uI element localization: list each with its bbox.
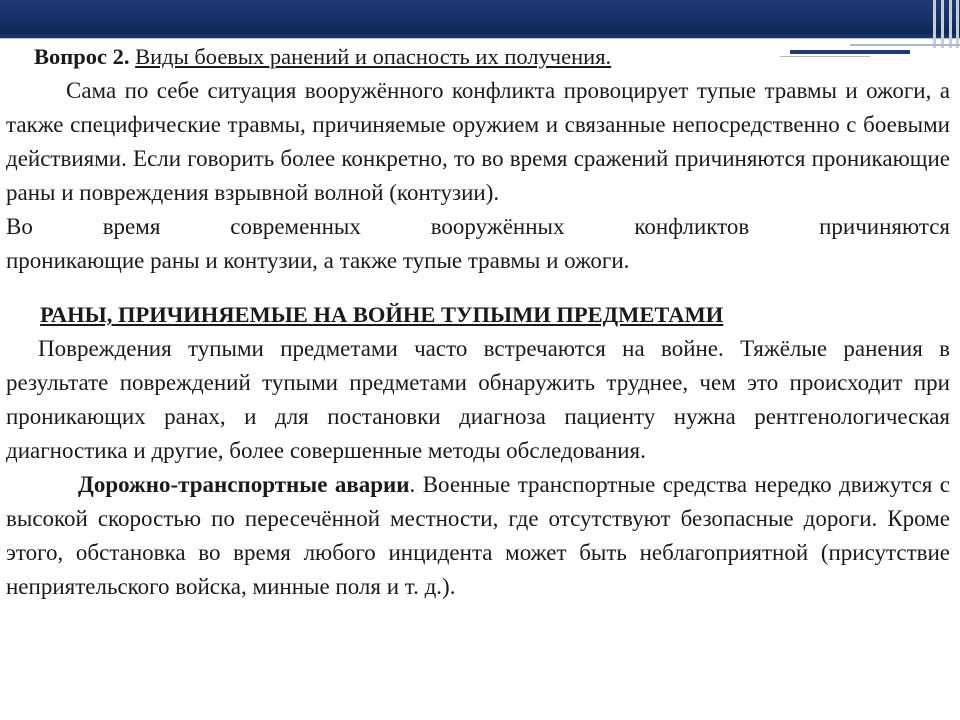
question-number: Вопрос 2. [34,44,130,69]
question-topic: Виды боевых ранений и опасность их получения. [135,44,612,69]
section-heading-blunt-wounds: РАНЫ, ПРИЧИНЯЕМЫЕ НА ВОЙНЕ ТУПЫМИ ПРЕДМЕТАМИ [40,302,724,327]
paragraph-intro: Сама по себе ситуация вооружённого конфликта провоцирует тупые травмы и ожоги, а также специфические травмы, причиняемые оружием и связанные непосредственно с боевыми действиями. Если говорить более конкретно, то во время сражений причиняются проникающие раны и повреждения взрывной волной (контузии). [6,78,950,205]
paragraph-modern-conflicts-line2: проникающие раны и контузии, а также тупые травмы и ожоги. [6,248,630,273]
road-accidents-text: . Военные транспортные средства нередко движутся с высокой скоростью по пересечённой местности, где отсутствуют безопасные дороги. Кроме этого, обстановка во время любого инцидента может быть неблагоприятной (присутствие неприятельского войска, минные поля и т. д.). [6,472,950,599]
road-accidents-term: Дорожно-транспортные аварии [78,472,410,497]
paragraph-road-accidents [6,468,950,604]
slide-title [34,40,950,74]
slide-content [6,40,950,604]
spacer [6,278,950,298]
header-band [0,0,960,34]
header-band-thin-line [0,38,960,39]
paragraph-modern-conflicts-line1: Во время современных вооружённых конфликтов причиняются [6,214,950,239]
paragraph-blunt-injuries: Повреждения тупыми предметами часто встречаются на войне. Тяжёлые ранения в результате повреждений тупыми предметами обнаружить труднее, чем это происходит при проникающих ранах, и для постановки диагноза пациенту нужна рентгенологическая диагностика и другие, более совершенные методы обследования. [6,336,950,463]
